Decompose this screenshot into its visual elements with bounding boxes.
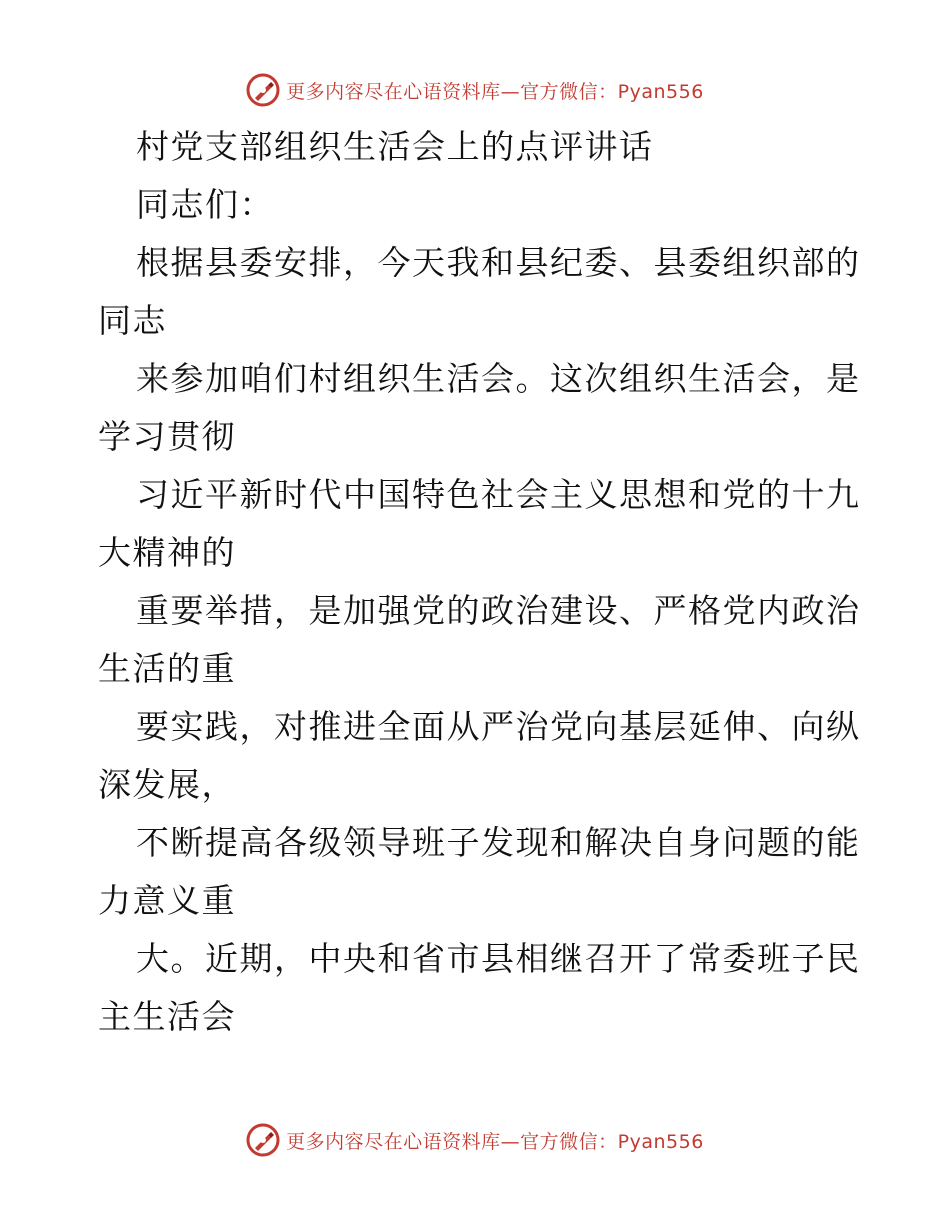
paragraph-line: 习近平新时代中国特色社会主义思想和党的十九 <box>136 475 861 514</box>
salutation: 同志们： <box>136 185 274 224</box>
paragraph-line: 同志 <box>98 301 167 340</box>
header-watermark-text: 更多内容尽在心语资料库—官方微信：Pyan556 <box>286 80 704 103</box>
footer-watermark-text: 更多内容尽在心语资料库—官方微信：Pyan556 <box>286 1130 704 1153</box>
paragraph-line: 生活的重 <box>98 649 236 688</box>
pen-logo-icon <box>246 1123 280 1157</box>
document-title: 村党支部组织生活会上的点评讲话 <box>136 127 654 166</box>
paragraph-line: 深发展， <box>98 765 236 804</box>
paragraph-line: 力意义重 <box>98 881 236 920</box>
paragraph-line: 要实践，对推进全面从严治党向基层延伸、向纵 <box>136 707 861 746</box>
document-body <box>98 118 861 1046</box>
pen-logo-icon <box>246 73 280 107</box>
paragraph-line: 根据县委安排，今天我和县纪委、县委组织部的 <box>136 243 861 282</box>
paragraph-line: 不断提高各级领导班子发现和解决自身问题的能 <box>136 823 861 862</box>
header-watermark-banner <box>0 70 950 110</box>
paragraph-line: 大。近期，中央和省市县相继召开了常委班子民 <box>136 939 861 978</box>
footer-watermark-banner <box>0 1120 950 1160</box>
paragraph-line: 学习贯彻 <box>98 417 236 456</box>
paragraph-line: 来参加咱们村组织生活会。这次组织生活会，是 <box>136 359 861 398</box>
paragraph-line: 主生活会 <box>98 997 236 1036</box>
paragraph-line: 大精神的 <box>98 533 236 572</box>
paragraph-line: 重要举措，是加强党的政治建设、严格党内政治 <box>136 591 861 630</box>
